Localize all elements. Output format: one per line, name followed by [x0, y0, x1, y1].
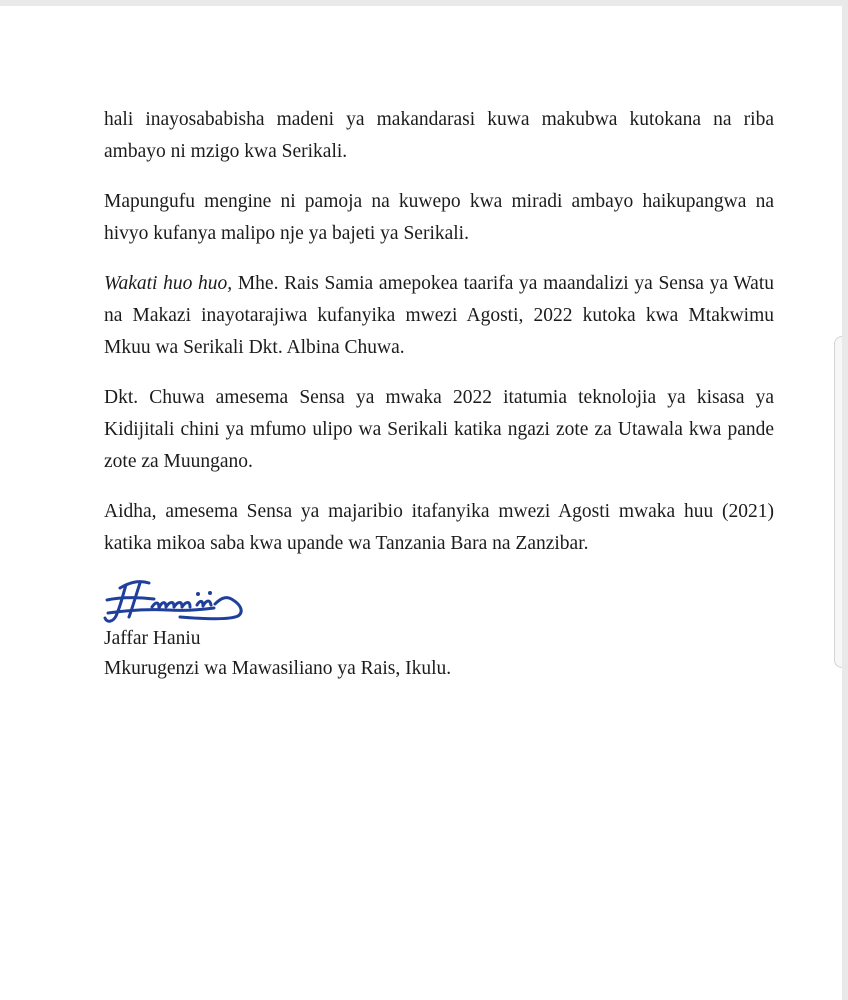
paragraph-4-line-2: kisasa ya Kidijitali chini ya mfumo ulipo wa Serikali katika ngazi zote — [104, 387, 775, 440]
signatory-name: Jaffar Haniu — [104, 628, 201, 649]
paragraph-3-line-3: kutoka kwa Mtakwimu Mkuu wa Serikali Dkt. Albina Chuwa. — [104, 305, 775, 358]
paragraph-5-line-1: Aidha, amesema Sensa ya majaribio itafanyika mwezi Agosti mwaka — [104, 501, 676, 522]
paragraph-3-line-2: Sensa ya Watu na Makazi inayotarajiwa kufanyika mwezi Agosti, 2022 — [104, 273, 774, 326]
paragraph-2 — [104, 186, 774, 250]
paragraph-5-line-3: Zanzibar. — [515, 533, 589, 554]
document-body — [104, 104, 774, 578]
paragraph-5 — [104, 496, 774, 560]
paragraph-1-line-2: na riba ambayo ni mzigo kwa Serikali. — [104, 109, 774, 162]
paragraph-4-line-3: za Utawala kwa pande zote za Muungano. — [104, 419, 775, 472]
paragraph-2-line-1: Mapungufu mengine ni pamoja na kuwepo kwa miradi ambayo — [104, 191, 634, 212]
paragraph-3-line-1: Mhe. Rais Samia amepokea taarifa ya maandalizi ya — [232, 273, 653, 294]
paragraph-4-line-1: Dkt. Chuwa amesema Sensa ya mwaka 2022 itatumia teknolojia ya — [104, 387, 686, 408]
page-scroll-edge — [834, 336, 842, 668]
handwritten-signature-icon — [96, 570, 256, 632]
signatory-title: Mkurugenzi wa Mawasiliano ya Rais, Ikulu. — [104, 658, 452, 679]
paragraph-3 — [104, 268, 774, 364]
paragraph-2-line-2: haikupangwa na hivyo kufanya malipo nje ya bajeti ya Serikali. — [104, 191, 774, 244]
paragraph-3-italic-lead: Wakati huo huo, — [104, 273, 233, 294]
paragraph-5-line-2: huu (2021) katika mikoa saba kwa upande wa Tanzania Bara na — [104, 501, 774, 554]
paragraph-1 — [104, 104, 774, 168]
paragraph-1-line-1: hali inayosababisha madeni ya makandarasi kuwa makubwa kutokana — [104, 109, 702, 130]
paragraph-4 — [104, 382, 774, 478]
signature-block — [104, 624, 451, 684]
